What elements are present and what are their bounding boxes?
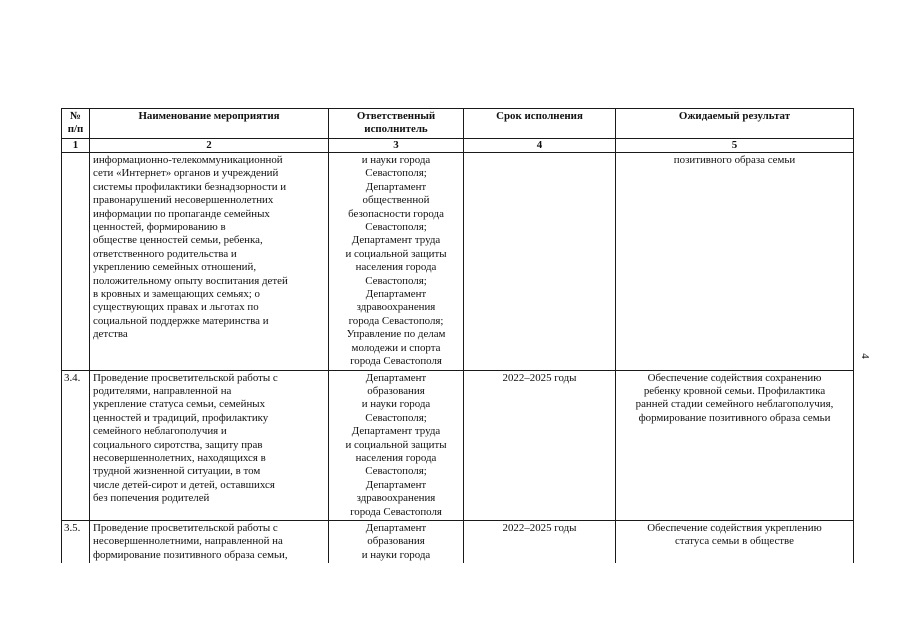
activity-name-line: правонарушений несовершеннолетних bbox=[93, 194, 274, 207]
activity-name-line: числе детей-сирот и детей, оставшихся bbox=[93, 478, 275, 491]
activity-name-line: социального сиротства, защиту прав bbox=[93, 438, 263, 451]
activity-name-line: несовершеннолетних, находящихся в bbox=[93, 451, 266, 464]
responsible-executor-line: образования bbox=[367, 384, 425, 397]
activity-name-line: в кровных и замещающих семьях; о bbox=[93, 288, 260, 301]
activity-name-line: сети «Интернет» органов и учреждений bbox=[93, 167, 279, 180]
header-term: Срок исполнения bbox=[464, 109, 616, 139]
activity-name-line: ответственного родительства и bbox=[93, 247, 237, 260]
column-number: 4 bbox=[464, 139, 616, 153]
responsible-executor-line: безопасности города bbox=[348, 207, 444, 220]
column-number: 1 bbox=[62, 139, 90, 153]
row-number-cell: 3.4. bbox=[62, 370, 90, 520]
activity-name-line: информационно-телекоммуникационной bbox=[93, 154, 283, 166]
activity-name-line: ценностей, формированию в bbox=[93, 221, 226, 234]
header-executor bbox=[329, 109, 464, 139]
responsible-executor-cell bbox=[329, 153, 464, 371]
activities-table bbox=[61, 108, 854, 563]
responsible-executor-line: здравоохранения bbox=[356, 301, 436, 314]
activity-name-line: укрепление статуса семьи, семейных bbox=[93, 398, 266, 411]
table-row bbox=[62, 153, 854, 371]
responsible-executor-line: Департамент bbox=[365, 288, 427, 301]
activity-name-line: без попечения родителей bbox=[93, 492, 210, 505]
activity-name-line: системы профилактики безнадзорности и bbox=[93, 180, 287, 193]
activity-name-line: формирование позитивного образа семьи, bbox=[93, 548, 288, 561]
activity-name-cell bbox=[90, 520, 329, 563]
responsible-executor-line: города Севастополя; bbox=[348, 314, 444, 327]
execution-term-cell: 2022–2025 годы bbox=[464, 520, 616, 563]
activity-name-line: семейного неблагополучия и bbox=[93, 425, 227, 438]
responsible-executor-line: Севастополя; bbox=[365, 167, 427, 180]
responsible-executor-line: населения города bbox=[355, 261, 437, 274]
activity-name-line: детства bbox=[93, 328, 128, 341]
responsible-executor-line: населения города bbox=[355, 451, 437, 464]
responsible-executor-line: Департамент bbox=[365, 521, 427, 534]
responsible-executor-line: Департамент труда bbox=[351, 425, 441, 438]
expected-result-line: позитивного образа семьи bbox=[673, 154, 796, 166]
row-number-cell bbox=[62, 153, 90, 371]
activity-name-cell bbox=[90, 153, 329, 371]
activity-name-line: трудной жизненной ситуации, в том bbox=[93, 465, 261, 478]
table-row bbox=[62, 520, 854, 563]
execution-term-cell: 2022–2025 годы bbox=[464, 370, 616, 520]
expected-result-cell bbox=[616, 370, 854, 520]
execution-term-cell bbox=[464, 153, 616, 371]
activity-name-line: социальной поддержке материнства и bbox=[93, 314, 269, 327]
page-number: 4 bbox=[858, 353, 871, 359]
responsible-executor-line: Севастополя; bbox=[365, 274, 427, 287]
responsible-executor-line: общественной bbox=[362, 194, 430, 207]
responsible-executor-line: Департамент bbox=[365, 371, 427, 384]
activity-name-cell bbox=[90, 370, 329, 520]
responsible-executor-line: молодежи и спорта bbox=[351, 341, 441, 354]
column-number: 3 bbox=[329, 139, 464, 153]
row-number-cell: 3.5. bbox=[62, 520, 90, 563]
activity-name-line: родителями, направленной на bbox=[93, 384, 232, 397]
header-name: Наименование мероприятия bbox=[90, 109, 329, 139]
responsible-executor-line: Севастополя; bbox=[365, 221, 427, 234]
activity-name-line: укреплению семейных отношений, bbox=[93, 261, 257, 274]
activity-name-line: Проведение просветительской работы с bbox=[93, 371, 278, 384]
header-row bbox=[62, 109, 854, 139]
activity-name-line: ценностей и традиций, профилактику bbox=[93, 411, 269, 424]
responsible-executor-line: Управление по делам bbox=[346, 328, 446, 341]
expected-result-line: ранней стадии семейного неблагополучия, bbox=[635, 398, 834, 411]
column-number-row bbox=[62, 139, 854, 153]
activity-name-line: положительному опыту воспитания детей bbox=[93, 274, 288, 287]
header-num bbox=[62, 109, 90, 139]
responsible-executor-line: Севастополя; bbox=[365, 465, 427, 478]
expected-result-cell bbox=[616, 153, 854, 371]
expected-result-line: ребенку кровной семьи. Профилактика bbox=[643, 384, 826, 397]
responsible-executor-cell bbox=[329, 370, 464, 520]
responsible-executor-line: здравоохранения bbox=[356, 492, 436, 505]
column-number: 5 bbox=[616, 139, 854, 153]
column-number: 2 bbox=[90, 139, 329, 153]
expected-result-line: Обеспечение содействия укреплению bbox=[647, 521, 822, 534]
responsible-executor-line: образования bbox=[367, 535, 425, 548]
responsible-executor-line: и науки города bbox=[361, 398, 431, 411]
expected-result-line: Обеспечение содействия сохранению bbox=[647, 371, 822, 384]
responsible-executor-line: и социальной защиты bbox=[345, 438, 447, 451]
activity-name-line: несовершеннолетними, направленной на bbox=[93, 535, 283, 548]
activity-name-line: обществе ценностей семьи, ребенка, bbox=[93, 234, 263, 247]
activity-name-line: информации по пропаганде семейных bbox=[93, 207, 270, 220]
responsible-executor-line: города Севастополя bbox=[350, 355, 442, 368]
responsible-executor-line: Департамент труда bbox=[351, 234, 441, 247]
table-row bbox=[62, 370, 854, 520]
responsible-executor-line: Департамент bbox=[365, 180, 427, 193]
header-num-line: № п/п bbox=[67, 110, 84, 136]
expected-result-cell bbox=[616, 520, 854, 563]
responsible-executor-line: и социальной защиты bbox=[345, 247, 447, 260]
responsible-executor-line: и науки города bbox=[361, 154, 431, 166]
expected-result-line: формирование позитивного образа семьи bbox=[638, 411, 831, 424]
responsible-executor-line: и науки города bbox=[361, 548, 431, 561]
responsible-executor-cell bbox=[329, 520, 464, 563]
responsible-executor-line: Севастополя; bbox=[365, 411, 427, 424]
header-executor-line: Ответственный исполнитель bbox=[356, 110, 436, 136]
activity-name-line: существующих правах и льготах по bbox=[93, 301, 259, 314]
header-result: Ожидаемый результат bbox=[616, 109, 854, 139]
activity-name-line: Проведение просветительской работы с bbox=[93, 521, 278, 534]
responsible-executor-line: Департамент bbox=[365, 478, 427, 491]
responsible-executor-line: города Севастополя bbox=[350, 505, 442, 518]
expected-result-line: статуса семьи в обществе bbox=[675, 535, 794, 548]
